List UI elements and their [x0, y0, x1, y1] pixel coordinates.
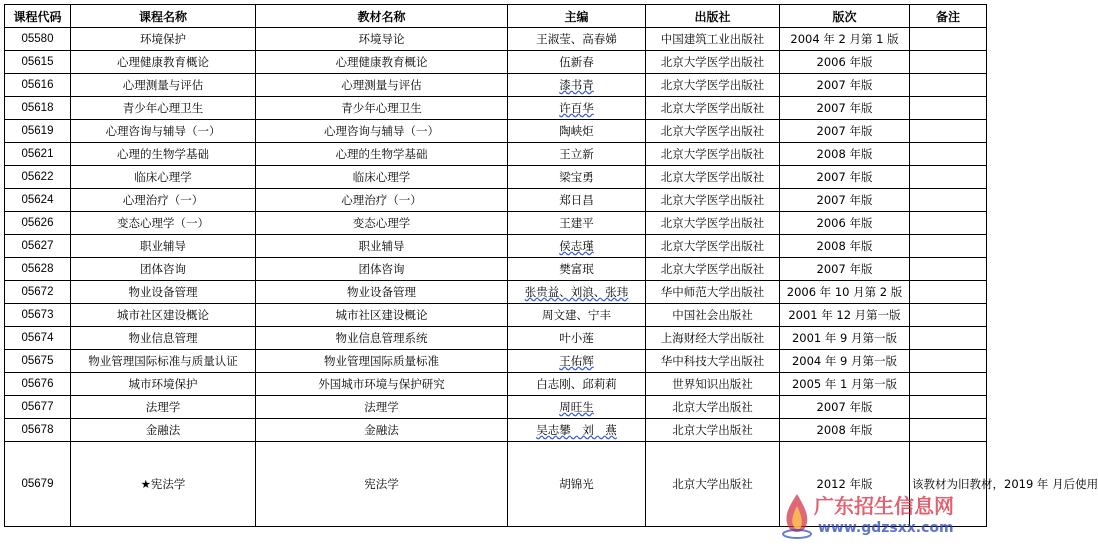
- cell-course-text: 职业辅导: [140, 239, 186, 253]
- header-course: 课程名称: [71, 5, 256, 28]
- cell-textbook: [256, 51, 508, 74]
- cell-publisher-text: 北京大学医学出版社: [660, 170, 765, 184]
- cell-edition-text: 2007 年版: [816, 262, 873, 276]
- cell-note: [910, 281, 987, 304]
- cell-note: [910, 373, 987, 396]
- cell-textbook-text: 团体咨询: [358, 262, 405, 276]
- cell-course: [71, 51, 256, 74]
- cell-publisher-text: 上海财经大学出版社: [660, 331, 765, 345]
- cell-textbook: [256, 281, 508, 304]
- cell-course: [71, 120, 256, 143]
- cell-note: [910, 143, 987, 166]
- cell-note: [910, 258, 987, 281]
- cell-edition: [780, 419, 910, 442]
- cell-course: [71, 419, 256, 442]
- cell-textbook: [256, 442, 508, 527]
- header-row: [5, 5, 987, 28]
- cell-textbook: [256, 304, 508, 327]
- cell-course-text: ★宪法学: [140, 477, 186, 491]
- cell-publisher-text: 中国建筑工业出版社: [660, 32, 765, 46]
- cell-editor: [508, 419, 646, 442]
- cell-edition: [780, 258, 910, 281]
- cell-publisher: [646, 327, 780, 350]
- cell-edition: [780, 166, 910, 189]
- cell-textbook: [256, 120, 508, 143]
- table-row: [5, 396, 987, 419]
- cell-edition: [780, 327, 910, 350]
- cell-textbook-text: 心理咨询与辅导（一）: [324, 124, 439, 138]
- cell-code: [5, 143, 71, 166]
- cell-code-text: 05676: [21, 378, 54, 390]
- cell-edition-text: 2006 年 10 月第 2 版: [786, 285, 903, 299]
- cell-textbook-text: 心理的生物学基础: [335, 147, 428, 161]
- header-publisher: 出版社: [646, 5, 780, 28]
- cell-textbook-text: 物业设备管理: [347, 285, 416, 299]
- header-textbook: 教材名称: [256, 5, 508, 28]
- cell-editor: [508, 350, 646, 373]
- cell-editor: [508, 212, 646, 235]
- cell-course-text: 变态心理学（一）: [117, 216, 209, 230]
- cell-note: [910, 166, 987, 189]
- cell-code: [5, 373, 71, 396]
- cell-editor-text: 梁宝勇: [559, 170, 594, 184]
- cell-code-text: 05580: [21, 33, 54, 45]
- cell-code-text: 05674: [21, 332, 54, 344]
- cell-edition: [780, 143, 910, 166]
- cell-publisher: [646, 143, 780, 166]
- cell-textbook: [256, 327, 508, 350]
- cell-code: [5, 97, 71, 120]
- cell-editor: [508, 189, 646, 212]
- cell-course: [71, 350, 256, 373]
- cell-publisher-text: 北京大学出版社: [672, 477, 753, 491]
- cell-note: [910, 51, 987, 74]
- header-edition: 版次: [780, 5, 910, 28]
- cell-note: [910, 327, 987, 350]
- table-row: [5, 304, 987, 327]
- cell-code: [5, 396, 71, 419]
- cell-code: [5, 258, 71, 281]
- cell-publisher-text: 北京大学医学出版社: [660, 101, 765, 115]
- cell-editor: [508, 28, 646, 51]
- cell-code-text: 05678: [21, 424, 54, 436]
- header-editor: 主编: [508, 5, 646, 28]
- table-row: [5, 373, 987, 396]
- cell-publisher: [646, 74, 780, 97]
- cell-course-text: 心理的生物学基础: [117, 147, 209, 161]
- table-row: [5, 419, 987, 442]
- cell-editor-text: 许百华: [559, 101, 594, 115]
- cell-code-text: 05627: [21, 240, 54, 252]
- cell-publisher: [646, 166, 780, 189]
- cell-course: [71, 143, 256, 166]
- cell-code: [5, 281, 71, 304]
- cell-edition: [780, 350, 910, 373]
- table-row: [5, 189, 987, 212]
- cell-note: [910, 120, 987, 143]
- cell-edition: [780, 189, 910, 212]
- cell-edition-text: 2001 年 12 月第一版: [788, 308, 901, 322]
- table-row: [5, 51, 987, 74]
- cell-edition: [780, 442, 910, 527]
- cell-code-text: 05616: [21, 79, 54, 91]
- table-row: [5, 212, 987, 235]
- cell-code: [5, 120, 71, 143]
- cell-textbook: [256, 97, 508, 120]
- cell-course-text: 城市环境保护: [128, 377, 198, 391]
- table-row: [5, 442, 987, 527]
- cell-code-text: 05679: [21, 478, 54, 490]
- cell-publisher: [646, 51, 780, 74]
- cell-editor-text: 王淑莹、高春娣: [536, 32, 617, 46]
- watermark-url: www.gdzsxx.com: [818, 520, 954, 536]
- cell-textbook-text: 城市社区建设概论: [335, 308, 428, 322]
- cell-edition-text: 2006 年版: [816, 55, 873, 69]
- cell-course-text: 物业管理国际标准与质量认证: [88, 354, 238, 368]
- cell-publisher: [646, 189, 780, 212]
- cell-editor: [508, 327, 646, 350]
- cell-edition-text: 2008 年版: [816, 147, 873, 161]
- cell-publisher: [646, 373, 780, 396]
- cell-edition-text: 2012 年版: [816, 477, 873, 491]
- cell-edition: [780, 51, 910, 74]
- cell-publisher: [646, 281, 780, 304]
- cell-note: [910, 419, 987, 442]
- cell-edition-text: 2008 年版: [816, 239, 873, 253]
- table-row: [5, 74, 987, 97]
- cell-textbook-text: 法理学: [364, 400, 399, 414]
- cell-publisher-text: 北京大学医学出版社: [660, 78, 765, 92]
- cell-note: [910, 442, 1098, 527]
- cell-textbook: [256, 350, 508, 373]
- cell-code: [5, 304, 71, 327]
- table-row: [5, 281, 987, 304]
- cell-editor: [508, 235, 646, 258]
- cell-course-text: 心理测量与评估: [122, 78, 204, 92]
- cell-course: [71, 304, 256, 327]
- cell-course: [71, 373, 256, 396]
- cell-code-text: 05677: [21, 401, 54, 413]
- cell-publisher: [646, 442, 780, 527]
- cell-edition: [780, 74, 910, 97]
- cell-edition-text: 2007 年版: [816, 101, 873, 115]
- cell-publisher-text: 北京大学医学出版社: [660, 124, 765, 138]
- cell-textbook: [256, 166, 508, 189]
- cell-note: [910, 235, 987, 258]
- cell-editor-text: 樊富珉: [559, 262, 594, 276]
- cell-edition-text: 2007 年版: [816, 78, 873, 92]
- cell-code-text: 05628: [21, 263, 54, 275]
- cell-edition: [780, 97, 910, 120]
- cell-publisher: [646, 304, 780, 327]
- cell-textbook-text: 宪法学: [364, 477, 399, 491]
- cell-course: [71, 28, 256, 51]
- cell-course-text: 心理健康教育概论: [117, 55, 209, 69]
- cell-edition: [780, 304, 910, 327]
- cell-textbook-text: 环境导论: [358, 32, 405, 46]
- cell-edition: [780, 235, 910, 258]
- cell-code: [5, 51, 71, 74]
- cell-publisher-text: 华中科技大学出版社: [660, 354, 765, 368]
- cell-textbook-text: 心理健康教育概论: [335, 55, 428, 69]
- cell-publisher-text: 北京大学医学出版社: [660, 216, 765, 230]
- cell-note: [910, 28, 987, 51]
- cell-note: [910, 350, 987, 373]
- cell-publisher-text: 北京大学医学出版社: [660, 239, 765, 253]
- cell-editor-text: 王佑辉: [559, 354, 594, 368]
- cell-code: [5, 235, 71, 258]
- cell-textbook: [256, 419, 508, 442]
- cell-editor-text: 王立新: [559, 147, 594, 161]
- table-row: [5, 28, 987, 51]
- cell-textbook: [256, 258, 508, 281]
- cell-textbook-text: 临床心理学: [352, 170, 411, 184]
- cell-editor-text: 胡锦光: [559, 477, 594, 491]
- cell-textbook: [256, 212, 508, 235]
- cell-code-text: 05672: [21, 286, 54, 298]
- cell-textbook-text: 职业辅导: [358, 239, 405, 253]
- cell-textbook: [256, 189, 508, 212]
- cell-editor: [508, 373, 646, 396]
- cell-note-text: 该教材为旧教材，2019 年 月后使用: [912, 477, 1098, 491]
- cell-course-text: 城市社区建设概论: [117, 308, 209, 322]
- cell-edition-text: 2001 年 9 月第一版: [791, 331, 898, 345]
- cell-editor: [508, 97, 646, 120]
- cell-edition: [780, 373, 910, 396]
- cell-code: [5, 166, 71, 189]
- table-row: [5, 327, 987, 350]
- cell-course: [71, 396, 256, 419]
- cell-course-text: 法理学: [145, 400, 181, 414]
- cell-note: [910, 189, 987, 212]
- cell-code: [5, 442, 71, 527]
- cell-editor-text: 王建平: [559, 216, 594, 230]
- cell-publisher-text: 北京大学医学出版社: [660, 262, 765, 276]
- cell-editor: [508, 396, 646, 419]
- cell-course-text: 心理治疗（一）: [122, 193, 204, 207]
- cell-edition-text: 2007 年版: [816, 400, 873, 414]
- header-code: 课程代码: [5, 5, 71, 28]
- cell-textbook-text: 物业管理国际质量标准: [324, 354, 439, 368]
- cell-textbook-text: 金融法: [364, 423, 399, 437]
- cell-editor-text: 叶小莲: [559, 331, 594, 345]
- cell-edition-text: 2005 年 1 月第一版: [791, 377, 898, 391]
- cell-code-text: 05621: [21, 148, 54, 160]
- cell-textbook-text: 外国城市环境与保护研究: [318, 377, 445, 391]
- cell-editor: [508, 51, 646, 74]
- cell-editor: [508, 281, 646, 304]
- cell-publisher-text: 中国社会出版社: [672, 308, 753, 322]
- cell-code: [5, 74, 71, 97]
- cell-publisher: [646, 120, 780, 143]
- cell-textbook: [256, 396, 508, 419]
- cell-course-text: 金融法: [145, 423, 181, 437]
- table-row: [5, 258, 987, 281]
- cell-publisher-text: 北京大学医学出版社: [660, 147, 765, 161]
- table-row: [5, 143, 987, 166]
- cell-code-text: 05675: [21, 355, 54, 367]
- cell-editor-text: 吴志攀 刘 燕: [536, 423, 617, 437]
- cell-publisher: [646, 396, 780, 419]
- cell-editor-text: 伍新春: [559, 55, 594, 69]
- cell-edition: [780, 396, 910, 419]
- cell-publisher-text: 北京大学出版社: [672, 423, 753, 437]
- cell-course-text: 心理咨询与辅导（一）: [105, 124, 221, 138]
- cell-course: [71, 442, 256, 527]
- cell-publisher: [646, 350, 780, 373]
- cell-editor-text: 漆书青: [559, 78, 594, 92]
- cell-textbook: [256, 235, 508, 258]
- cell-course-text: 物业信息管理: [128, 331, 198, 345]
- cell-textbook: [256, 143, 508, 166]
- cell-editor-text: 周文建、宁丰: [542, 308, 611, 322]
- cell-code: [5, 350, 71, 373]
- cell-editor-text: 周旺生: [559, 400, 594, 414]
- cell-edition: [780, 28, 910, 51]
- cell-editor: [508, 120, 646, 143]
- cell-note: [910, 304, 987, 327]
- cell-edition: [780, 212, 910, 235]
- cell-edition: [780, 120, 910, 143]
- cell-code: [5, 327, 71, 350]
- cell-course: [71, 235, 256, 258]
- cell-publisher-text: 北京大学医学出版社: [660, 55, 765, 69]
- cell-code: [5, 212, 71, 235]
- cell-code: [5, 189, 71, 212]
- cell-code-text: 05624: [21, 194, 54, 206]
- cell-note: [910, 74, 987, 97]
- cell-publisher: [646, 97, 780, 120]
- cell-course-text: 临床心理学: [134, 170, 192, 184]
- cell-note: [910, 97, 987, 120]
- cell-code: [5, 28, 71, 51]
- cell-textbook-text: 物业信息管理系统: [335, 331, 428, 345]
- header-note: 备注: [910, 5, 987, 28]
- cell-course: [71, 212, 256, 235]
- cell-edition-text: 2007 年版: [816, 170, 873, 184]
- cell-publisher: [646, 28, 780, 51]
- table-row: [5, 166, 987, 189]
- cell-code-text: 05618: [21, 102, 54, 114]
- cell-code-text: 05626: [21, 217, 54, 229]
- cell-textbook-text: 心理治疗（一）: [341, 193, 422, 207]
- cell-code-text: 05615: [21, 56, 54, 68]
- cell-edition-text: 2004 年 9 月第一版: [791, 354, 898, 368]
- cell-course-text: 青少年心理卫生: [122, 101, 204, 115]
- cell-editor-text: 陶峡炬: [559, 124, 594, 138]
- table-row: [5, 235, 987, 258]
- cell-publisher: [646, 419, 780, 442]
- cell-editor-text: 张贵益、刘浪、张玮: [524, 285, 629, 299]
- cell-textbook-text: 变态心理学: [352, 216, 411, 230]
- cell-editor: [508, 143, 646, 166]
- cell-editor: [508, 74, 646, 97]
- cell-editor: [508, 258, 646, 281]
- cell-textbook: [256, 28, 508, 51]
- cell-course: [71, 327, 256, 350]
- cell-edition-text: 2008 年版: [816, 423, 873, 437]
- cell-course: [71, 97, 256, 120]
- watermark-name: 广东招生信息网: [814, 494, 954, 518]
- cell-editor: [508, 166, 646, 189]
- cell-edition-text: 2007 年版: [816, 193, 873, 207]
- cell-textbook-text: 心理测量与评估: [341, 78, 422, 92]
- cell-textbook: [256, 373, 508, 396]
- cell-edition-text: 2006 年版: [816, 216, 873, 230]
- cell-course: [71, 189, 256, 212]
- cell-edition-text: 2004 年 2 月第 1 版: [790, 32, 899, 46]
- cell-publisher-text: 世界知识出版社: [672, 377, 753, 391]
- cell-editor: [508, 442, 646, 527]
- table-row: [5, 350, 987, 373]
- cell-editor: [508, 304, 646, 327]
- cell-note: [910, 396, 987, 419]
- cell-edition: [780, 281, 910, 304]
- cell-course-text: 环境保护: [140, 32, 186, 46]
- cell-editor-text: 侯志瑾: [559, 239, 594, 253]
- cell-code-text: 05622: [21, 171, 54, 183]
- cell-code-text: 05619: [21, 125, 54, 137]
- cell-editor-text: 郑日昌: [559, 193, 594, 207]
- cell-note: [910, 212, 987, 235]
- cell-edition-text: 2007 年版: [816, 124, 873, 138]
- textbook-table: [4, 4, 1098, 527]
- cell-course: [71, 166, 256, 189]
- cell-course: [71, 258, 256, 281]
- cell-course: [71, 74, 256, 97]
- cell-publisher: [646, 258, 780, 281]
- cell-publisher: [646, 235, 780, 258]
- cell-textbook: [256, 74, 508, 97]
- cell-publisher-text: 北京大学出版社: [672, 400, 753, 414]
- cell-code-text: 05673: [21, 309, 54, 321]
- cell-code: [5, 419, 71, 442]
- cell-course-text: 团体咨询: [140, 262, 186, 276]
- cell-course: [71, 281, 256, 304]
- table-row: [5, 120, 987, 143]
- cell-editor-text: 白志刚、邱莉莉: [536, 377, 617, 391]
- cell-course-text: 物业设备管理: [128, 285, 198, 299]
- cell-publisher: [646, 212, 780, 235]
- cell-publisher-text: 华中师范大学出版社: [660, 285, 765, 299]
- table-row: [5, 97, 987, 120]
- cell-textbook-text: 青少年心理卫生: [341, 101, 422, 115]
- cell-publisher-text: 北京大学医学出版社: [660, 193, 765, 207]
